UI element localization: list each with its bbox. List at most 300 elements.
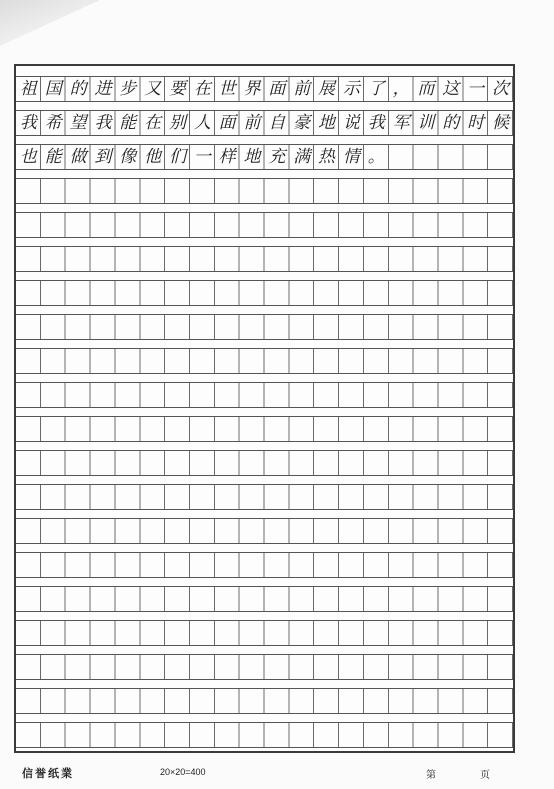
grid-cell — [215, 213, 240, 237]
grid-cell — [41, 587, 66, 611]
grid-cell — [16, 587, 41, 611]
grid-cell — [140, 655, 165, 679]
grid-cell — [488, 349, 513, 373]
grid-cell — [463, 587, 488, 611]
grid-cell — [240, 349, 265, 373]
grid-cell — [190, 689, 215, 713]
grid-cell — [264, 485, 289, 509]
grid-cell — [389, 621, 414, 645]
grid-cell — [190, 723, 215, 747]
grid-cell — [414, 417, 439, 441]
grid-cell — [165, 655, 190, 679]
grid-cell — [389, 417, 414, 441]
grid-cell — [66, 689, 91, 713]
grid-cell — [389, 315, 414, 339]
grid-cell: 界 — [243, 78, 261, 99]
grid-cell: 我 — [94, 112, 112, 133]
grid-row — [16, 314, 513, 340]
grid-row-cells — [16, 621, 513, 645]
grid-cell: 充 — [268, 146, 286, 167]
grid-cell — [389, 349, 414, 373]
grid-cell — [438, 281, 463, 305]
grid-cell — [364, 723, 389, 747]
grid-cell — [314, 689, 339, 713]
grid-cell: ， — [392, 78, 410, 99]
grid-cell — [190, 519, 215, 543]
grid-cell — [488, 213, 513, 237]
grid-cell — [115, 281, 140, 305]
grid-cell — [414, 179, 439, 203]
grid-cell: 豪 — [293, 112, 311, 133]
grid-cell — [314, 383, 339, 407]
grid-cell — [414, 655, 439, 679]
grid-cell — [339, 553, 364, 577]
grid-cell — [463, 179, 488, 203]
grid-cell — [190, 281, 215, 305]
grid-cell — [66, 213, 91, 237]
grid-cell — [66, 451, 91, 475]
grid-cell — [289, 723, 314, 747]
grid-cell — [41, 213, 66, 237]
grid-cell — [414, 689, 439, 713]
grid-cell — [339, 383, 364, 407]
grid-row-cells — [16, 111, 513, 135]
grid-cell — [240, 213, 265, 237]
grid-row — [16, 110, 513, 136]
grid-cell — [41, 553, 66, 577]
grid-cell: 时 — [467, 112, 485, 133]
grid-row — [16, 178, 513, 204]
grid-cell — [240, 281, 265, 305]
grid-row — [16, 620, 513, 646]
grid-cell — [16, 179, 41, 203]
grid-cell — [488, 145, 513, 169]
grid-cell — [115, 417, 140, 441]
folded-corner — [0, 0, 100, 46]
grid-cell: 地 — [318, 112, 336, 133]
grid-cell — [41, 247, 66, 271]
grid-cell: 要 — [168, 78, 186, 99]
grid-cell: 样 — [218, 146, 236, 167]
grid-cell — [314, 281, 339, 305]
grid-cell: 国 — [44, 78, 62, 99]
grid-cell — [339, 281, 364, 305]
grid-cell — [140, 689, 165, 713]
grid-cell: 的 — [442, 112, 460, 133]
grid-cell — [289, 349, 314, 373]
grid-cell: 做 — [69, 146, 87, 167]
grid-cell — [16, 723, 41, 747]
grid-cell — [264, 553, 289, 577]
grid-cell — [41, 519, 66, 543]
grid-cell — [488, 383, 513, 407]
grid-row — [16, 382, 513, 408]
grid-cell — [41, 689, 66, 713]
grid-cell — [289, 315, 314, 339]
grid-cell — [91, 587, 116, 611]
grid-cell — [16, 247, 41, 271]
grid-cell — [165, 315, 190, 339]
grid-cell — [215, 281, 240, 305]
grid-cell — [66, 349, 91, 373]
grid-cell — [339, 723, 364, 747]
grid-row-cells — [16, 349, 513, 373]
grid-cell — [16, 417, 41, 441]
grid-cell — [339, 519, 364, 543]
grid-cell — [16, 655, 41, 679]
grid-cell — [91, 451, 116, 475]
grid-cell — [264, 383, 289, 407]
grid-cell — [414, 383, 439, 407]
grid-cell — [339, 485, 364, 509]
grid-cell: 又 — [144, 78, 162, 99]
grid-cell — [488, 179, 513, 203]
grid-cell — [339, 315, 364, 339]
grid-cell — [438, 247, 463, 271]
grid-cell — [140, 417, 165, 441]
grid-cell — [215, 655, 240, 679]
grid-cell — [389, 689, 414, 713]
grid-cell — [140, 621, 165, 645]
grid-cell — [240, 417, 265, 441]
grid-row — [16, 484, 513, 510]
grid-cell — [165, 349, 190, 373]
grid-cell — [264, 417, 289, 441]
grid-cell — [488, 655, 513, 679]
grid-cell: 面 — [268, 78, 286, 99]
grid-cell — [66, 587, 91, 611]
grid-cell — [463, 349, 488, 373]
grid-cell — [240, 689, 265, 713]
grid-cell — [240, 655, 265, 679]
grid-cell — [339, 689, 364, 713]
grid-cell — [289, 383, 314, 407]
grid-cell — [314, 723, 339, 747]
grid-cell — [264, 281, 289, 305]
grid-cell — [463, 621, 488, 645]
grid-cell: 示 — [342, 78, 360, 99]
grid-row — [16, 654, 513, 680]
grid-cell — [190, 349, 215, 373]
grid-cell — [165, 553, 190, 577]
grid-cell — [463, 451, 488, 475]
grid-cell — [91, 689, 116, 713]
grid-cell — [165, 689, 190, 713]
grid-cell — [66, 485, 91, 509]
grid-cell — [438, 349, 463, 373]
grid-cell — [289, 247, 314, 271]
grid-cell — [339, 247, 364, 271]
grid-cell: 展 — [318, 78, 336, 99]
grid-row — [16, 450, 513, 476]
grid-cell — [389, 723, 414, 747]
grid-cell — [91, 315, 116, 339]
grid-cell — [314, 349, 339, 373]
grid-cell — [488, 315, 513, 339]
grid-cell — [364, 179, 389, 203]
grid-cell — [91, 655, 116, 679]
grid-cell — [414, 485, 439, 509]
grid-cell — [165, 247, 190, 271]
grid-cell — [289, 655, 314, 679]
footer-page-label: 第 — [426, 770, 436, 781]
grid-cell — [314, 587, 339, 611]
grid-row — [16, 212, 513, 238]
grid-cell — [314, 315, 339, 339]
grid-cell — [240, 519, 265, 543]
grid-row-cells — [16, 247, 513, 271]
grid-cell — [314, 247, 339, 271]
grid-cell — [16, 621, 41, 645]
grid-cell — [215, 349, 240, 373]
grid-cell — [165, 621, 190, 645]
grid-cell — [389, 519, 414, 543]
grid-cell — [414, 723, 439, 747]
grid-cell: 说 — [342, 112, 360, 133]
grid-cell — [240, 723, 265, 747]
grid-cell — [66, 655, 91, 679]
grid-cell — [488, 451, 513, 475]
grid-cell — [438, 553, 463, 577]
grid-cell — [339, 655, 364, 679]
grid-cell — [339, 179, 364, 203]
grid-cell — [41, 451, 66, 475]
grid-cell: 了 — [367, 78, 385, 99]
grid-cell — [314, 451, 339, 475]
grid-cell — [66, 315, 91, 339]
footer-brand: 信誉纸業 — [22, 767, 74, 780]
grid-cell — [165, 519, 190, 543]
grid-cell — [364, 621, 389, 645]
grid-cell: 的 — [69, 78, 87, 99]
grid-cell — [91, 213, 116, 237]
grid-cell — [140, 587, 165, 611]
grid-cell — [289, 213, 314, 237]
grid-cell — [66, 281, 91, 305]
grid-row — [16, 688, 513, 714]
grid-cell — [289, 519, 314, 543]
grid-cell — [91, 621, 116, 645]
grid-cell — [115, 519, 140, 543]
grid-row-cells — [16, 145, 513, 169]
grid-cell — [289, 485, 314, 509]
grid-cell — [264, 689, 289, 713]
grid-cell — [215, 485, 240, 509]
grid-cell — [389, 383, 414, 407]
grid-cell — [264, 621, 289, 645]
grid-cell — [16, 349, 41, 373]
grid-cell: 自 — [268, 112, 286, 133]
grid-cell: 训 — [417, 112, 435, 133]
grid-cell — [364, 383, 389, 407]
grid-row-cells — [16, 587, 513, 611]
grid-cell — [364, 587, 389, 611]
grid-row-cells — [16, 485, 513, 509]
grid-cell — [66, 417, 91, 441]
grid-cell — [115, 621, 140, 645]
grid-cell — [389, 485, 414, 509]
grid-cell — [364, 553, 389, 577]
grid-cell — [339, 417, 364, 441]
grid-cell — [140, 315, 165, 339]
grid-cell — [414, 587, 439, 611]
grid-cell — [240, 247, 265, 271]
grid-cell — [115, 179, 140, 203]
grid-row-cells — [16, 519, 513, 543]
grid-cell — [463, 247, 488, 271]
grid-cell — [264, 723, 289, 747]
grid-cell: 而 — [417, 78, 435, 99]
grid-row-cells — [16, 281, 513, 305]
grid-cell — [463, 723, 488, 747]
grid-cell — [115, 383, 140, 407]
grid-cell — [463, 485, 488, 509]
grid-cell: 人 — [193, 112, 211, 133]
grid-cell — [91, 349, 116, 373]
grid-cell — [115, 213, 140, 237]
grid-cell — [438, 519, 463, 543]
grid-row-cells — [16, 451, 513, 475]
grid-cell — [115, 451, 140, 475]
grid-cell — [115, 723, 140, 747]
grid-cell: 这 — [442, 78, 460, 99]
grid-cell — [165, 723, 190, 747]
grid-cell — [438, 655, 463, 679]
grid-cell — [115, 349, 140, 373]
grid-cell — [140, 723, 165, 747]
grid-cell — [190, 315, 215, 339]
grid-cell — [438, 179, 463, 203]
grid-cell — [364, 689, 389, 713]
grid-cell — [314, 213, 339, 237]
grid-cell: 我 — [19, 112, 37, 133]
grid-cell — [264, 451, 289, 475]
grid-cell — [66, 621, 91, 645]
grid-cell — [438, 587, 463, 611]
grid-cell — [314, 485, 339, 509]
grid-cell — [215, 247, 240, 271]
grid-cell — [463, 213, 488, 237]
grid-cell — [364, 315, 389, 339]
grid-row-cells — [16, 417, 513, 441]
grid-cell — [438, 689, 463, 713]
grid-cell — [66, 247, 91, 271]
grid-cell — [215, 451, 240, 475]
grid-cell — [41, 349, 66, 373]
grid-cell — [438, 417, 463, 441]
grid-cell — [289, 179, 314, 203]
grid-cell — [41, 179, 66, 203]
grid-cell: 也 — [19, 146, 37, 167]
grid-cell: 别 — [168, 112, 186, 133]
grid-cell — [463, 519, 488, 543]
grid-row — [16, 518, 513, 544]
grid-cell — [16, 519, 41, 543]
grid-cell — [140, 519, 165, 543]
grid-cell — [165, 451, 190, 475]
grid-cell — [240, 485, 265, 509]
grid-cell — [463, 655, 488, 679]
grid-cell — [91, 179, 116, 203]
grid-cell — [140, 247, 165, 271]
grid-cell — [16, 553, 41, 577]
grid-cell — [165, 417, 190, 441]
grid-cell — [190, 213, 215, 237]
grid-cell — [240, 621, 265, 645]
grid-cell — [240, 179, 265, 203]
grid-cell — [215, 689, 240, 713]
grid-cell — [66, 519, 91, 543]
grid-cell — [389, 655, 414, 679]
grid-cell — [264, 247, 289, 271]
grid-cell: 进 — [94, 78, 112, 99]
grid-cell — [66, 179, 91, 203]
grid-cell — [414, 213, 439, 237]
grid-cell — [438, 723, 463, 747]
grid-cell — [264, 587, 289, 611]
grid-cell — [115, 587, 140, 611]
grid-cell — [190, 655, 215, 679]
grid-cell — [364, 213, 389, 237]
grid-cell — [389, 553, 414, 577]
grid-cell — [463, 383, 488, 407]
grid-row-cells — [16, 315, 513, 339]
grid-cell — [264, 213, 289, 237]
grid-cell — [488, 723, 513, 747]
grid-cell — [289, 417, 314, 441]
grid-cell — [115, 655, 140, 679]
grid-row — [16, 552, 513, 578]
grid-cell — [16, 689, 41, 713]
grid-cell — [488, 417, 513, 441]
grid-cell — [488, 485, 513, 509]
grid-cell — [16, 315, 41, 339]
grid-cell — [91, 553, 116, 577]
grid-cell — [240, 587, 265, 611]
grid-cell — [438, 485, 463, 509]
grid-cell — [488, 281, 513, 305]
grid-cell — [16, 451, 41, 475]
grid-cell — [289, 281, 314, 305]
grid-cell: 祖 — [19, 78, 37, 99]
grid-cell — [364, 519, 389, 543]
grid-cell — [414, 247, 439, 271]
grid-cell — [314, 621, 339, 645]
grid-cell — [414, 451, 439, 475]
grid-cell — [41, 383, 66, 407]
grid-cell: 面 — [218, 112, 236, 133]
grid-cell — [438, 621, 463, 645]
grid-cell — [115, 553, 140, 577]
grid-cell: 候 — [491, 112, 509, 133]
grid-cell — [190, 621, 215, 645]
grid-cell — [289, 587, 314, 611]
grid-cell — [240, 383, 265, 407]
grid-cell — [165, 213, 190, 237]
grid-cell — [414, 145, 439, 169]
grid-cell — [190, 553, 215, 577]
grid-cell — [314, 655, 339, 679]
grid-cell — [364, 349, 389, 373]
grid-cell — [463, 417, 488, 441]
grid-cell — [364, 485, 389, 509]
grid-cell: 像 — [119, 146, 137, 167]
grid-cell — [414, 621, 439, 645]
grid-cell — [289, 621, 314, 645]
grid-cell — [190, 383, 215, 407]
grid-row-cells — [16, 383, 513, 407]
grid-cell: 地 — [243, 146, 261, 167]
